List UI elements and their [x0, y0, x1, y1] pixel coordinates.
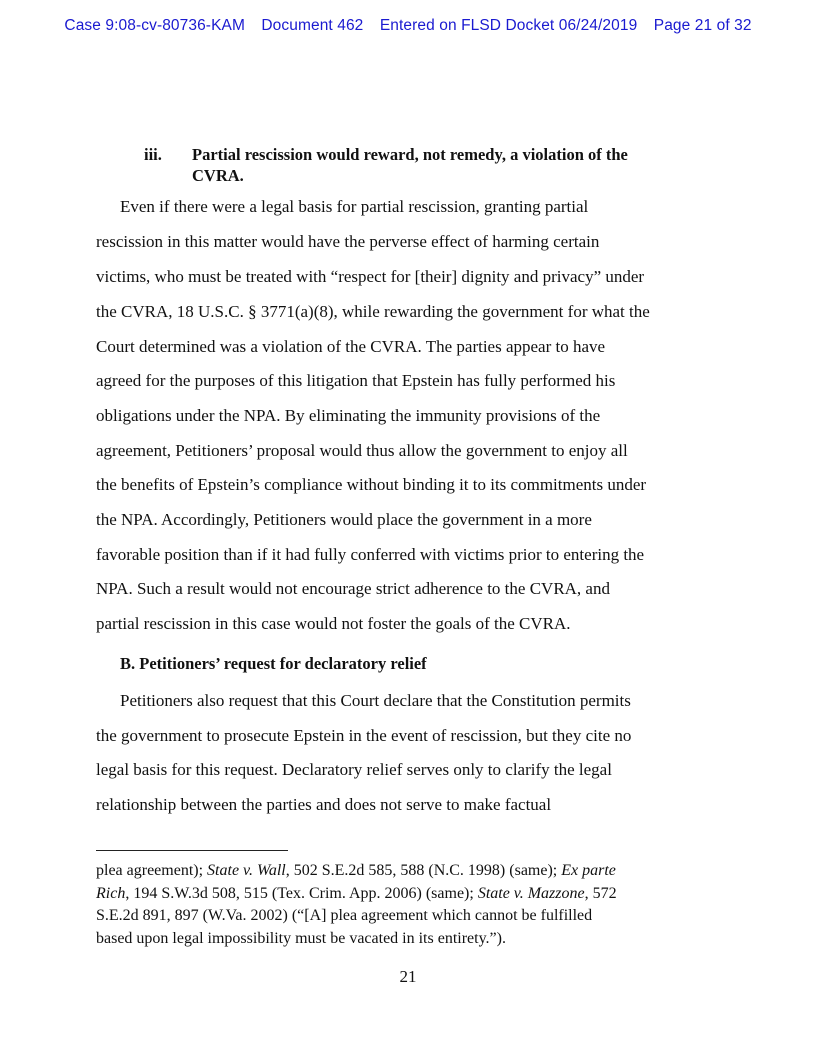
text-line: agreement, Petitioners’ proposal would thus allow the government to enjoy all	[96, 441, 628, 460]
text-line: legal basis for this request. Declaratory relief serves only to clarify the legal	[96, 760, 612, 779]
case-name: State v. Wall	[207, 862, 286, 879]
text-line: the government to prosecute Epstein in the event of rescission, but they cite no	[96, 726, 632, 745]
text-line: obligations under the NPA. By eliminating the immunity provisions of the	[96, 406, 601, 425]
text-line: favorable position than if it had fully conferred with victims prior to entering the	[96, 545, 645, 564]
text-line: the NPA. Accordingly, Petitioners would place the government in a more	[96, 510, 592, 529]
page-number: 21	[399, 967, 417, 986]
page-of-total: Page 21 of 32	[653, 17, 752, 34]
text-line: relationship between the parties and does not serve to make factual	[96, 795, 552, 814]
footnote-separator	[96, 850, 288, 851]
footnote-line: based upon legal impossibility must be vacated in its entirety.”).	[96, 930, 506, 947]
subheading-iii	[144, 144, 704, 186]
subheading-line-2: CVRA.	[192, 166, 244, 185]
section-b-heading: B. Petitioners’ request for declaratory relief	[120, 654, 427, 673]
footnote-line: plea agreement); State v. Wall, 502 S.E.2d 585, 588 (N.C. 1998) (same); Ex parte	[96, 862, 616, 879]
docket-header	[0, 17, 816, 35]
case-name: Rich	[96, 885, 126, 902]
text-line: victims, who must be treated with “respect for [their] dignity and privacy” under	[96, 267, 645, 286]
case-number: Case 9:08-cv-80736-KAM	[64, 17, 245, 34]
subheading-line-1: Partial rescission would reward, not remedy, a violation of the	[192, 145, 628, 164]
footnote-line: Rich, 194 S.W.3d 508, 515 (Tex. Crim. App. 2006) (same); State v. Mazzone, 572	[96, 885, 617, 902]
text-line: Even if there were a legal basis for partial rescission, granting partial	[120, 197, 589, 216]
text-line: the CVRA, 18 U.S.C. § 3771(a)(8), while rewarding the government for what the	[96, 302, 650, 321]
subheading-number: iii.	[144, 145, 162, 164]
text-line: Court determined was a violation of the CVRA. The parties appear to have	[96, 337, 606, 356]
text-line: rescission in this matter would have the perverse effect of harming certain	[96, 232, 600, 251]
document-number: Document 462	[261, 17, 364, 34]
text-line: partial rescission in this case would not foster the goals of the CVRA.	[96, 614, 571, 633]
text-line: NPA. Such a result would not encourage strict adherence to the CVRA, and	[96, 579, 610, 598]
case-name: State v. Mazzone	[477, 885, 585, 902]
footnote-line: S.E.2d 891, 897 (W.Va. 2002) (“[A] plea agreement which cannot be fulfilled	[96, 907, 593, 924]
text-line: agreed for the purposes of this litigation that Epstein has fully performed his	[96, 371, 616, 390]
text-line: the benefits of Epstein’s compliance without binding it to its commitments under	[96, 475, 647, 494]
text-line: Petitioners also request that this Court declare that the Constitution permits	[120, 691, 631, 710]
case-name: Ex parte	[561, 862, 616, 879]
docket-entry: Entered on FLSD Docket 06/24/2019	[379, 17, 638, 34]
